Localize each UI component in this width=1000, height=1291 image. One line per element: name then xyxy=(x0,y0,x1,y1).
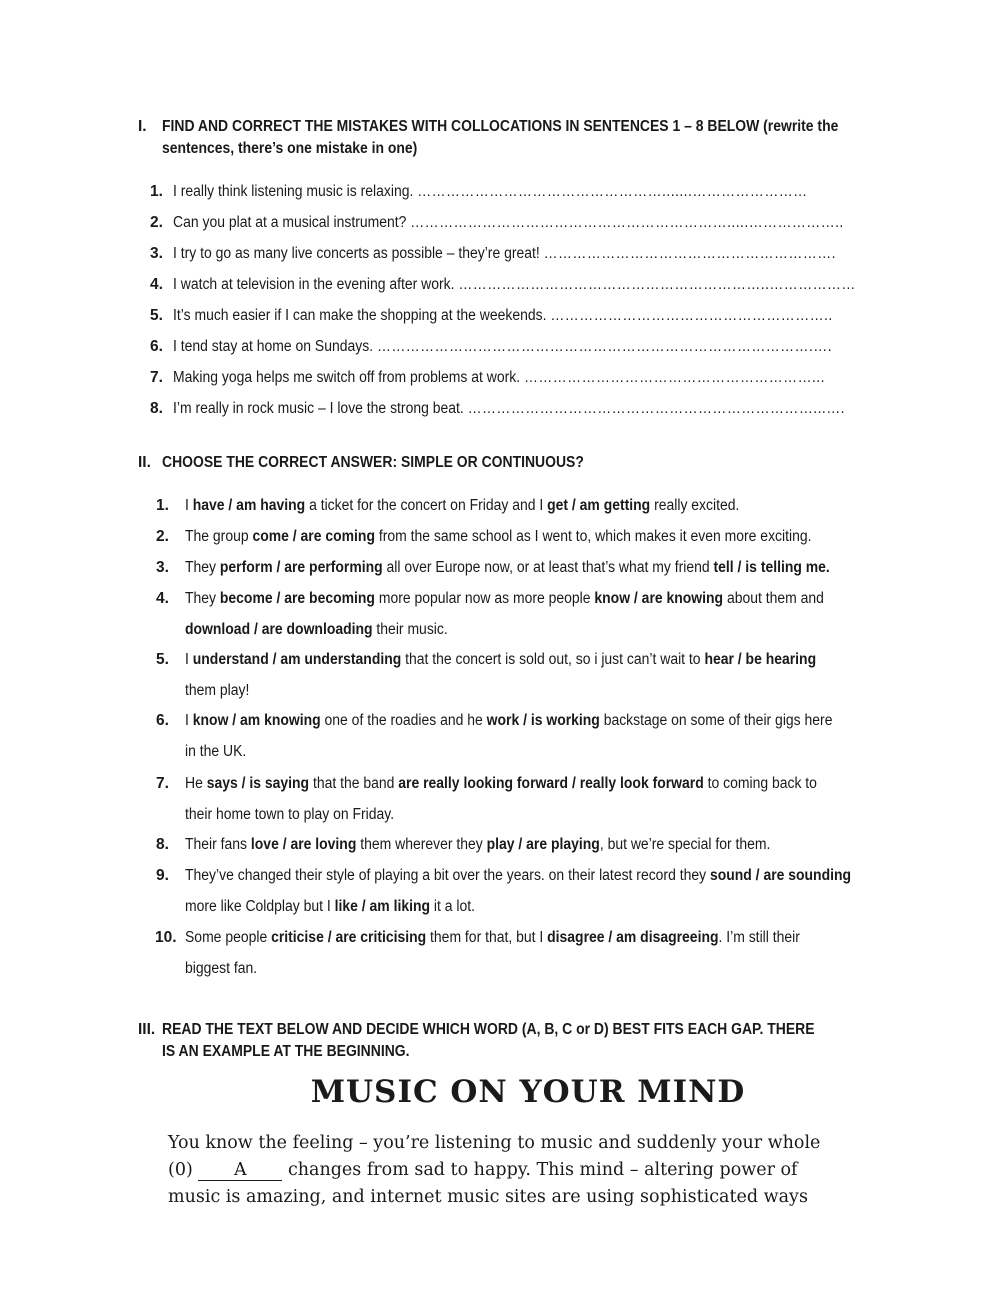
sentence-text: They xyxy=(185,590,220,607)
sentence-text: more popular now as more people xyxy=(374,590,595,607)
reading-line-3-text: music is amazing, and internet music sites are using sophisticated ways xyxy=(168,1187,808,1207)
sentence-text: to coming back to xyxy=(703,775,817,792)
section-2-item-line xyxy=(185,928,868,948)
item-number: 4. xyxy=(150,276,163,293)
item-sentence: Can you plat at a musical instrument? xyxy=(173,214,407,231)
reading-gap-0[interactable]: A xyxy=(198,1160,282,1181)
sentence-text: that the band xyxy=(309,775,399,792)
section-2-item-line xyxy=(185,527,881,547)
sentence-text: them wherever they xyxy=(356,836,487,853)
sentence-text: They xyxy=(185,559,220,576)
section-2-item-line xyxy=(185,558,901,578)
reading-paragraph-line-2 xyxy=(168,1157,860,1184)
item-sentence: I’m really in rock music – I love the strong beat. xyxy=(173,400,464,417)
item-number: 3. xyxy=(156,559,169,576)
item-number: 8. xyxy=(150,400,163,417)
sentence-text: their music. xyxy=(372,621,448,638)
item-sentence: It’s much easier if I can make the shopping at the weekends. xyxy=(173,307,547,324)
sentence-text: biggest fan. xyxy=(185,960,258,977)
item-number: 1. xyxy=(156,497,169,514)
section-2-item-line xyxy=(185,866,925,886)
answer-line[interactable]: ………………………………………………………..……………… xyxy=(458,276,856,293)
answer-line[interactable]: ……………………………………………………………………………….…. xyxy=(376,338,833,355)
sentence-text: them for that, but I xyxy=(426,929,548,946)
answer-choice[interactable]: play / are playing xyxy=(486,836,600,853)
answer-choice[interactable]: disagree / am disagreeing xyxy=(547,929,719,946)
section-2-item-line xyxy=(185,742,253,762)
sentence-text: I xyxy=(185,712,193,729)
section-2-item-line xyxy=(185,805,417,825)
section-3-heading-line2: IS AN EXAMPLE AT THE BEGINNING. xyxy=(162,1043,410,1060)
item-line xyxy=(173,275,856,295)
item-number: 9. xyxy=(156,867,169,884)
sentence-text: it a lot. xyxy=(430,898,475,915)
answer-line[interactable]: ………………………………………………………………...…. xyxy=(467,400,845,417)
item-sentence: I try to go as many live concerts as possible – they’re great! xyxy=(173,245,540,262)
section-2-item-line xyxy=(185,496,801,516)
item-sentence: I tend stay at home on Sundays. xyxy=(173,338,374,355)
sentence-text: Some people xyxy=(185,929,272,946)
answer-choice[interactable]: get / am getting xyxy=(547,497,651,514)
answer-line[interactable]: …………………………………………….......…………………… xyxy=(417,183,808,200)
sentence-text: Their fans xyxy=(185,836,251,853)
section-1-heading-line2: sentences, there’s one mistake in one) xyxy=(162,140,418,157)
answer-choice[interactable]: come / are coming xyxy=(252,528,375,545)
item-line xyxy=(173,368,825,388)
answer-line[interactable]: ………………………………………………………….....……………….. xyxy=(410,214,844,231)
answer-choice[interactable]: hear / be hearing xyxy=(704,651,817,668)
section-3-number: III. xyxy=(138,1021,156,1038)
section-3-heading-line1: READ THE TEXT BELOW AND DECIDE WHICH WORD (A, B, C or D) BEST FITS EACH GAP. THERE xyxy=(162,1021,815,1038)
section-2-item-line xyxy=(185,620,477,640)
reading-gap-number: (0) xyxy=(168,1160,193,1180)
sentence-text: from the same school as I went to, which makes it even more exciting. xyxy=(374,528,812,545)
sentence-text: one of the roadies and he xyxy=(320,712,487,729)
item-line xyxy=(173,337,832,357)
item-number: 10. xyxy=(155,929,177,946)
sentence-text: The group xyxy=(185,528,253,545)
answer-choice[interactable]: sound / are sounding xyxy=(709,867,852,884)
item-number: 8. xyxy=(156,836,169,853)
item-number: 5. xyxy=(150,307,163,324)
item-line xyxy=(173,244,836,264)
answer-choice[interactable]: love / are loving xyxy=(250,836,357,853)
sentence-text: They’ve changed their style of playing a bit over the years. on their latest record they xyxy=(185,867,710,884)
section-2-item-line xyxy=(185,650,886,670)
reading-paragraph-line-1 xyxy=(168,1130,860,1157)
item-number: 7. xyxy=(156,775,169,792)
item-sentence: Making yoga helps me switch off from problems at work. xyxy=(173,369,521,386)
answer-line[interactable]: ………………………………………………….. xyxy=(550,307,833,324)
item-line xyxy=(173,182,808,202)
section-1-heading-line1: FIND AND CORRECT THE MISTAKES WITH COLLOCATIONS IN SENTENCES 1 – 8 BELOW (rewrite the xyxy=(162,118,839,135)
section-2-item-line xyxy=(185,711,904,731)
sentence-text: that the concert is sold out, so i just can’t wait to xyxy=(401,651,705,668)
answer-choice[interactable]: are really looking forward / really look forward xyxy=(398,775,704,792)
sentence-text: a ticket for the concert on Friday and I xyxy=(305,497,548,514)
sentence-text: all over Europe now, or at least that’s what my friend xyxy=(382,559,714,576)
sentence-text: I xyxy=(185,651,193,668)
answer-line[interactable]: ……………………………………………………... xyxy=(523,369,825,386)
item-number: 7. xyxy=(150,369,163,386)
item-sentence: I really think listening music is relaxing. xyxy=(173,183,414,200)
answer-choice[interactable]: have / am having xyxy=(192,497,306,514)
item-number: 6. xyxy=(156,712,169,729)
reading-line-2-text: changes from sad to happy. This mind – altering power of xyxy=(287,1160,798,1180)
sentence-text: He xyxy=(185,775,207,792)
section-2-item-line xyxy=(185,835,835,855)
sentence-text: more like Coldplay but I xyxy=(185,898,335,915)
item-number: 3. xyxy=(150,245,163,262)
section-2-item-line xyxy=(185,774,887,794)
answer-choice[interactable]: know / are knowing xyxy=(594,590,724,607)
answer-line[interactable]: ……………………………………………………. xyxy=(543,245,836,262)
sentence-text: really excited. xyxy=(650,497,740,514)
section-2-item-line xyxy=(185,897,507,917)
sentence-text: about them and xyxy=(723,590,824,607)
sentence-text: . I’m still their xyxy=(718,929,800,946)
sentence-text: in the UK. xyxy=(185,743,247,760)
section-2-heading-text: CHOOSE THE CORRECT ANSWER: SIMPLE OR CONTINUOUS? xyxy=(162,454,584,471)
reading-title: MUSIC ON YOUR MIND xyxy=(310,1074,746,1110)
section-2-number: II. xyxy=(138,454,151,471)
item-number: 2. xyxy=(150,214,163,231)
section-2-item-line xyxy=(185,589,895,609)
reading-line-1-text: You know the feeling – you’re listening to music and suddenly your whole xyxy=(168,1133,821,1153)
answer-choice[interactable]: perform / are performing xyxy=(219,559,383,576)
item-sentence: I watch at television in the evening after work. xyxy=(173,276,455,293)
item-number: 1. xyxy=(150,183,163,200)
sentence-text: backstage on some of their gigs here xyxy=(599,712,833,729)
sentence-text: them play! xyxy=(185,682,250,699)
item-number: 5. xyxy=(156,651,169,668)
reading-paragraph-line-3 xyxy=(168,1184,860,1211)
sentence-text: their home town to play on Friday. xyxy=(185,806,395,823)
answer-choice[interactable]: says / is saying xyxy=(206,775,310,792)
item-number: 4. xyxy=(156,590,169,607)
answer-choice[interactable]: know / am knowing xyxy=(192,712,321,729)
section-2-item-line xyxy=(185,681,257,701)
answer-choice[interactable]: understand / am understanding xyxy=(192,651,402,668)
answer-choice[interactable]: become / are becoming xyxy=(219,590,375,607)
answer-choice[interactable]: tell / is telling me. xyxy=(713,559,830,576)
item-number: 2. xyxy=(156,528,169,545)
sentence-text: I xyxy=(185,497,193,514)
answer-choice[interactable]: download / are downloading xyxy=(185,621,373,638)
section-1-number: I. xyxy=(138,118,147,135)
sentence-text: , but we’re special for them. xyxy=(599,836,771,853)
answer-choice[interactable]: like / am liking xyxy=(334,898,431,915)
item-line xyxy=(173,306,833,326)
item-number: 6. xyxy=(150,338,163,355)
item-line xyxy=(173,213,844,233)
item-line xyxy=(173,399,845,419)
answer-choice[interactable]: work / is working xyxy=(486,712,600,729)
section-2-item-line xyxy=(185,959,265,979)
answer-choice[interactable]: criticise / are criticising xyxy=(271,929,427,946)
